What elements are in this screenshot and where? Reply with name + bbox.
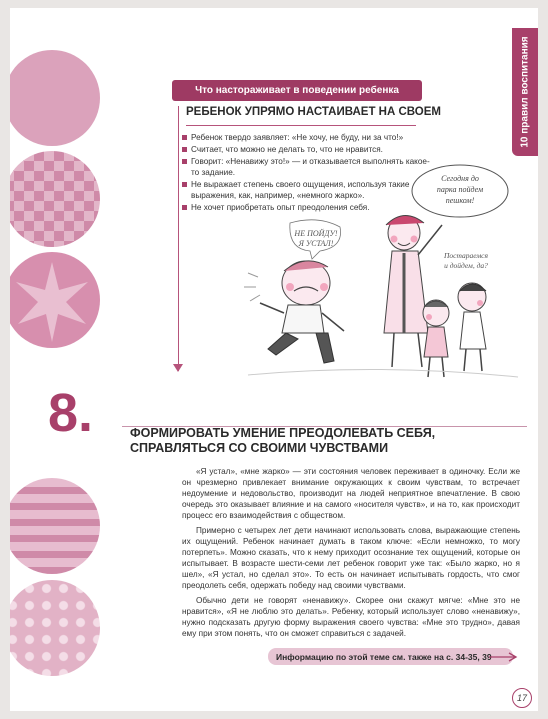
svg-text:парка пойдем: парка пойдем — [436, 185, 484, 194]
arrow-down-icon — [173, 364, 183, 372]
star-icon — [10, 252, 100, 348]
body-paragraph: «Я устал», «мне жарко» — эти состояния человек переживает в одиночку. Если же он чрезмерно привлекает внимание окружающих к своим чувствам, то встречает недоумение и недовольство, производит на людей неприятное впечатление. В свою очередь это оказывает влияние и на самого «носителя чувств», и на то, как происходит процесс его взаимодействия с обществом. — [182, 467, 520, 520]
svg-text:Сегодня до: Сегодня до — [441, 174, 479, 183]
list-item: Говорит: «Ненавижу это!» — и отказывается выполнять какое-то задание. — [182, 156, 432, 178]
family-illustration — [228, 163, 528, 388]
info-bar-text: Информацию по этой теме см. также на с. 34-35, 39 — [276, 651, 492, 662]
decor-circle-striped — [10, 478, 100, 574]
speech-bubble-child — [290, 220, 341, 259]
page-number: 17 — [512, 688, 532, 708]
section-arrow-line — [178, 106, 179, 371]
speech-bubble-kids — [443, 251, 489, 270]
rule-number: 8. — [48, 383, 94, 443]
arrow-right-icon — [489, 652, 519, 662]
children-pair-figure — [423, 283, 486, 377]
side-tab — [512, 28, 538, 156]
info-bar — [268, 648, 513, 665]
svg-text:Постараемся: Постараемся — [444, 251, 488, 260]
decor-circle-plain — [10, 50, 100, 146]
rule-title: ФОРМИРОВАТЬ УМЕНИЕ ПРЕОДОЛЕВАТЬ СЕБЯ, СПРАВЛЯТЬСЯ СО СВОИМИ ЧУВСТВАМИ — [130, 426, 436, 455]
svg-text:Я УСТАЛ!: Я УСТАЛ! — [298, 239, 334, 248]
book-page — [10, 8, 538, 711]
decor-circle-star — [10, 252, 100, 348]
body-paragraph: Примерно с четырех лет дети начинают использовать слова, выражающие степень их ощущений. Ребенок начинает думать в таком ключе: «Если немножко, то могу потерпеть». Можно сказать, что к нему приходит осознание тех ощущений, которые он испытывает. В возрасте шести-семи лет ребенок говорит уже так: «Было жарко, но я шел», «Я устал, но сделал это». То есть он начинает испытывать гордость, что смог преодолеть себя, одержать победу над своими чувствами. — [182, 526, 520, 590]
list-item: Не хочет приобретать опыт преодоления себя. — [182, 202, 432, 213]
rule-body — [182, 466, 520, 643]
upset-child-figure — [244, 261, 344, 363]
decor-circle-checkered — [10, 151, 100, 247]
side-tab-label: 10 правил воспитания — [519, 36, 531, 148]
list-item: Не выражает степень своего ощущения, используя такие выражения, как, например, «немного жарко». — [182, 179, 432, 201]
decor-circle-dotted — [10, 580, 100, 676]
svg-text:НЕ ПОЙДУ!: НЕ ПОЙДУ! — [294, 229, 338, 238]
list-item: Считает, что можно не делать то, что не нравится. — [182, 144, 432, 155]
heading-divider — [186, 125, 416, 126]
section-heading: РЕБЕНОК УПРЯМО НАСТАИВАЕТ НА СВОЕМ — [186, 106, 441, 118]
speech-bubble-mom — [412, 165, 508, 217]
section-banner: Что настораживает в поведении ребенка — [172, 80, 422, 101]
svg-text:пешком!: пешком! — [445, 196, 475, 205]
svg-text:и дойдем, да?: и дойдем, да? — [444, 261, 488, 270]
body-paragraph: Обычно дети не говорят «ненавижу». Скорее они скажут мягче: «Мне это не нравится», «Я не люблю это делать». Ребенку, который использует слово «ненавижу», нужно подсказать другую форму выражения своего чувства: «Мне это трудно», давая ему при этом понять, что он сможет справиться с задачей. — [182, 596, 520, 638]
list-item: Ребенок твердо заявляет: «Не хочу, не буду, ни за что!» — [182, 132, 432, 143]
